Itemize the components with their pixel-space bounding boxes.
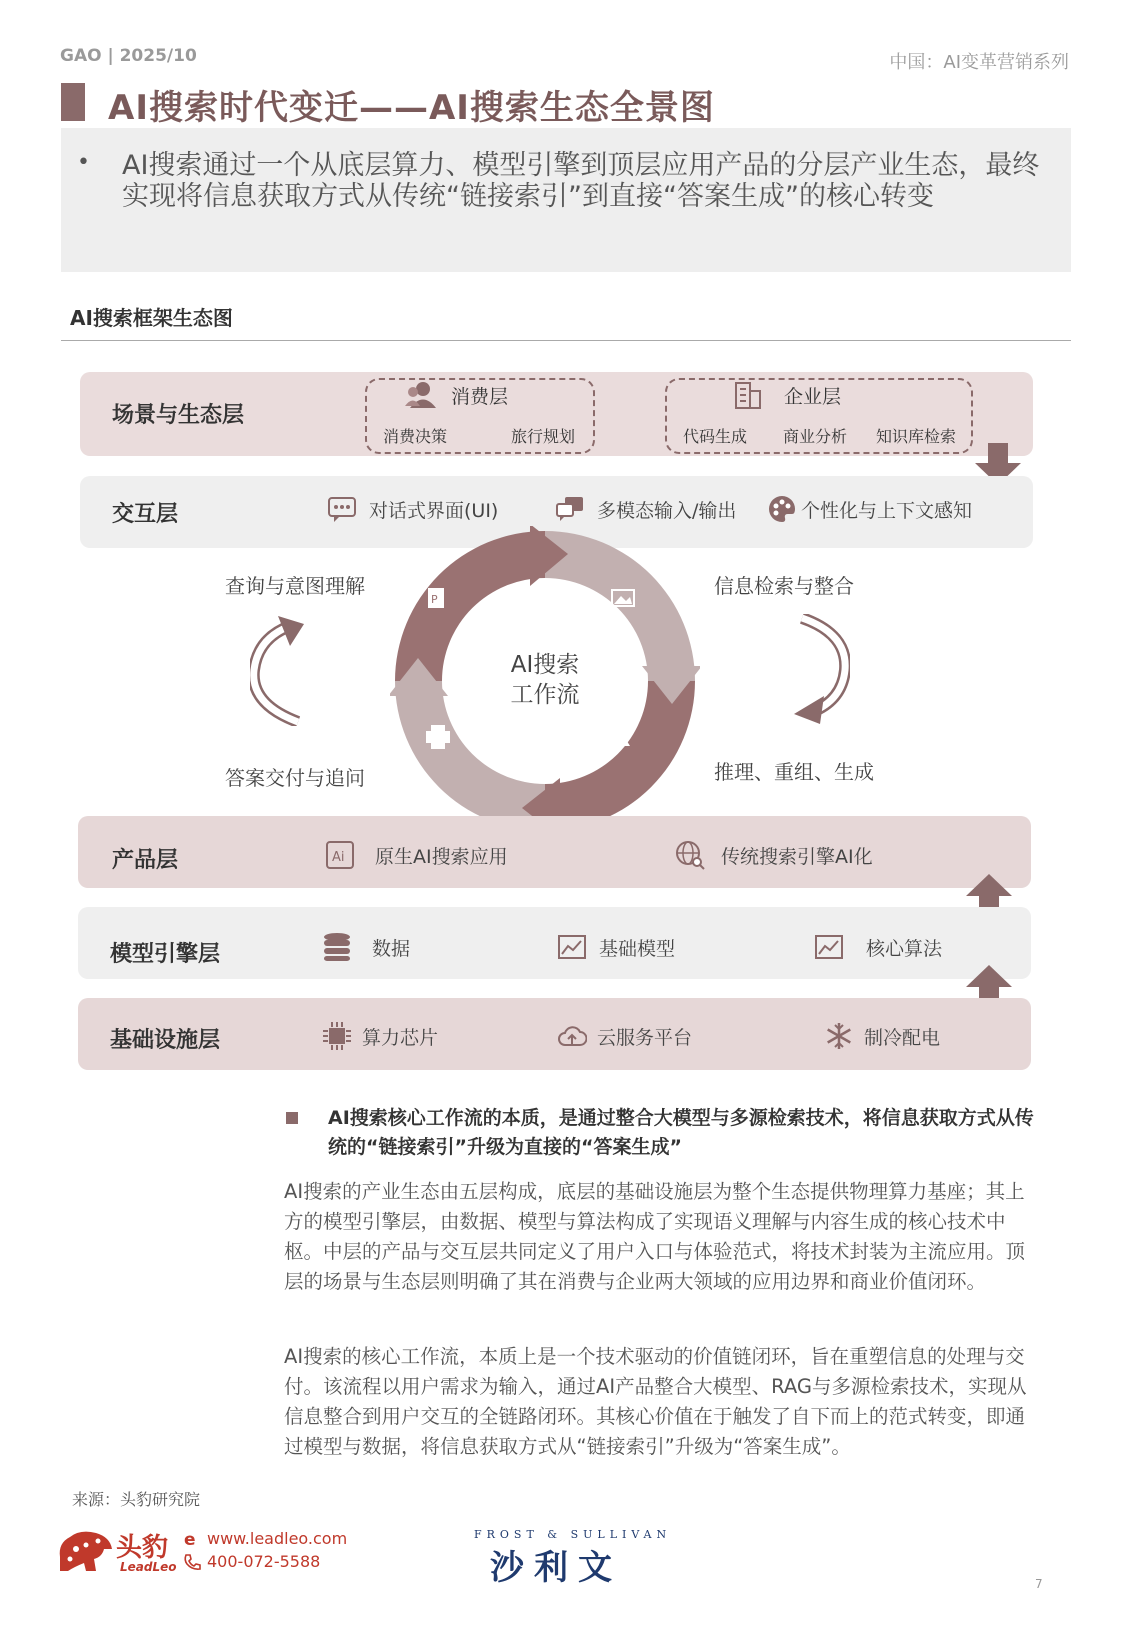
flask-icon (606, 726, 630, 746)
leopard-logo-icon (56, 1527, 114, 1575)
chat-icon (327, 494, 357, 524)
infra-item (322, 1021, 438, 1051)
layer-product (78, 816, 1031, 888)
chart-frame-icon (814, 932, 844, 962)
phone-icon (183, 1553, 201, 1571)
series-title: 中国：AI变革营销系列 (889, 52, 1069, 73)
svg-text:Ai: Ai (332, 850, 345, 865)
infra-item-label: 云服务平台 (597, 1026, 693, 1049)
interaction-item-label: 个性化与上下文感知 (801, 499, 973, 522)
model-item (322, 932, 410, 962)
interaction-item-label: 多模态输入/输出 (597, 499, 737, 522)
enterprise-item: 代码生成 (683, 427, 748, 446)
chart-frame-icon (557, 932, 587, 962)
paragraph: AI搜索的产业生态由五层构成，底层的基础设施层为整个生态提供物理算力基座；其上方的模型引擎层，由数据、模型与算法构成了实现语义理解与内容生成的核心技术中枢。中层的产品与交互层共同定义了用户入口与体验范式，将技术封装为主流应用。顶层的场景与生态层则明确了其在消费与企业两大领域的应用边界和商业价值闭环。 (284, 1180, 1026, 1293)
workflow-label-query: 查询与意图理解 (225, 574, 365, 598)
interaction-item-label: 对话式界面(UI) (369, 499, 499, 522)
workflow-center (470, 650, 620, 710)
model-item (557, 932, 675, 962)
enterprise-item: 知识库检索 (876, 427, 957, 446)
consumer-item: 消费决策 (383, 427, 448, 446)
page-number: 7 (1035, 1577, 1043, 1591)
summary-text: AI搜索通过一个从底层算力、模型引擎到顶层应用产品的分层产业生态，最终实现将信息获取方式从传统“链接索引”到直接“答案生成”的核心转变 (122, 150, 1040, 212)
interaction-item (555, 494, 736, 524)
interaction-item (767, 494, 972, 524)
key-point: AI搜索核心工作流的本质，是通过整合大模型与多源检索技术，将信息获取方式从传统的“链接索引”升级为直接的“答案生成” (328, 1107, 1034, 1158)
infra-item-label: 算力芯片 (362, 1026, 439, 1049)
product-item-label: 原生AI搜索应用 (375, 845, 508, 868)
layer-model-name: 模型引擎层 (110, 942, 221, 967)
layer-scene-name: 场景与生态层 (112, 403, 245, 428)
model-item-label: 基础模型 (599, 937, 676, 960)
report-id: GAO | 2025/10 (60, 46, 197, 66)
enterprise-label: 企业层 (784, 386, 842, 408)
consumer-label: 消费层 (451, 386, 509, 408)
product-item (675, 840, 873, 870)
svg-text:e: e (184, 1530, 196, 1548)
website-link[interactable]: www.leadleo.com (207, 1529, 348, 1548)
multimodal-icon (555, 494, 585, 524)
section-divider (61, 340, 1071, 341)
enterprise-item: 商业分析 (783, 427, 848, 446)
chip-icon (322, 1021, 352, 1051)
curved-arrow-left-icon (250, 614, 310, 726)
brand-logo-en: LeadLeo (120, 1560, 177, 1574)
infra-item (824, 1021, 940, 1051)
layer-infra-name: 基础设施层 (110, 1028, 221, 1053)
source-note: 来源：头豹研究院 (72, 1490, 201, 1509)
snowflake-icon (824, 1021, 854, 1051)
partner-logo-en: FROST & SULLIVAN (474, 1528, 672, 1541)
ai-app-icon (325, 840, 355, 870)
document-icon (428, 588, 444, 608)
phone-number: 400-072-5588 (207, 1552, 321, 1571)
paragraph: AI搜索的核心工作流，本质上是一个技术驱动的价值链闭环，旨在重塑信息的处理与交付。该流程以用户需求为输入，通过AI产品整合大模型、RAG与多源检索技术，实现从信息整合到用户交互的全链路闭环。其核心价值在于触发了自下而上的范式转变，即通过模型与数据，将信息获取方式从“链接索引”升级为“答案生成”。 (284, 1345, 1027, 1458)
cloud-upload-icon (557, 1021, 587, 1051)
summary-bullet: • (77, 150, 90, 175)
section-label: AI搜索框架生态图 (70, 306, 233, 330)
workflow-label-deliver: 答案交付与追问 (225, 766, 365, 790)
workflow-label-generate: 推理、重组、生成 (714, 760, 874, 784)
brand-logo-cn: 头豹 (116, 1533, 169, 1563)
building-icon (733, 380, 763, 410)
product-item (325, 840, 508, 870)
model-item-label: 核心算法 (866, 937, 943, 960)
partner-logo-cn: 沙利文 (490, 1548, 622, 1588)
infra-item-label: 制冷配电 (864, 1026, 941, 1049)
user-icon (405, 381, 437, 409)
layer-interaction-name: 交互层 (112, 502, 179, 527)
globe-search-icon (675, 840, 705, 870)
web-icon (183, 1530, 201, 1548)
title-accent-bar (61, 83, 85, 121)
workflow-center-line1: AI搜索 (510, 652, 580, 678)
workflow-label-retrieve: 信息检索与整合 (714, 574, 854, 598)
svg-text:P: P (431, 593, 438, 606)
model-item (814, 932, 942, 962)
product-item-label: 传统搜索引擎AI化 (721, 845, 873, 868)
page-title: AI搜索时代变迁——AI搜索生态全景图 (108, 88, 715, 128)
interaction-item (327, 494, 498, 524)
palette-icon (767, 494, 797, 524)
workflow-center-line2: 工作流 (510, 682, 580, 708)
model-item-label: 数据 (372, 937, 411, 960)
key-point-marker (286, 1112, 298, 1124)
database-icon (322, 932, 352, 962)
consumer-item: 旅行规划 (511, 427, 576, 446)
layer-product-name: 产品层 (112, 848, 179, 873)
curved-arrow-right-icon (790, 614, 850, 726)
infra-item (557, 1021, 692, 1051)
